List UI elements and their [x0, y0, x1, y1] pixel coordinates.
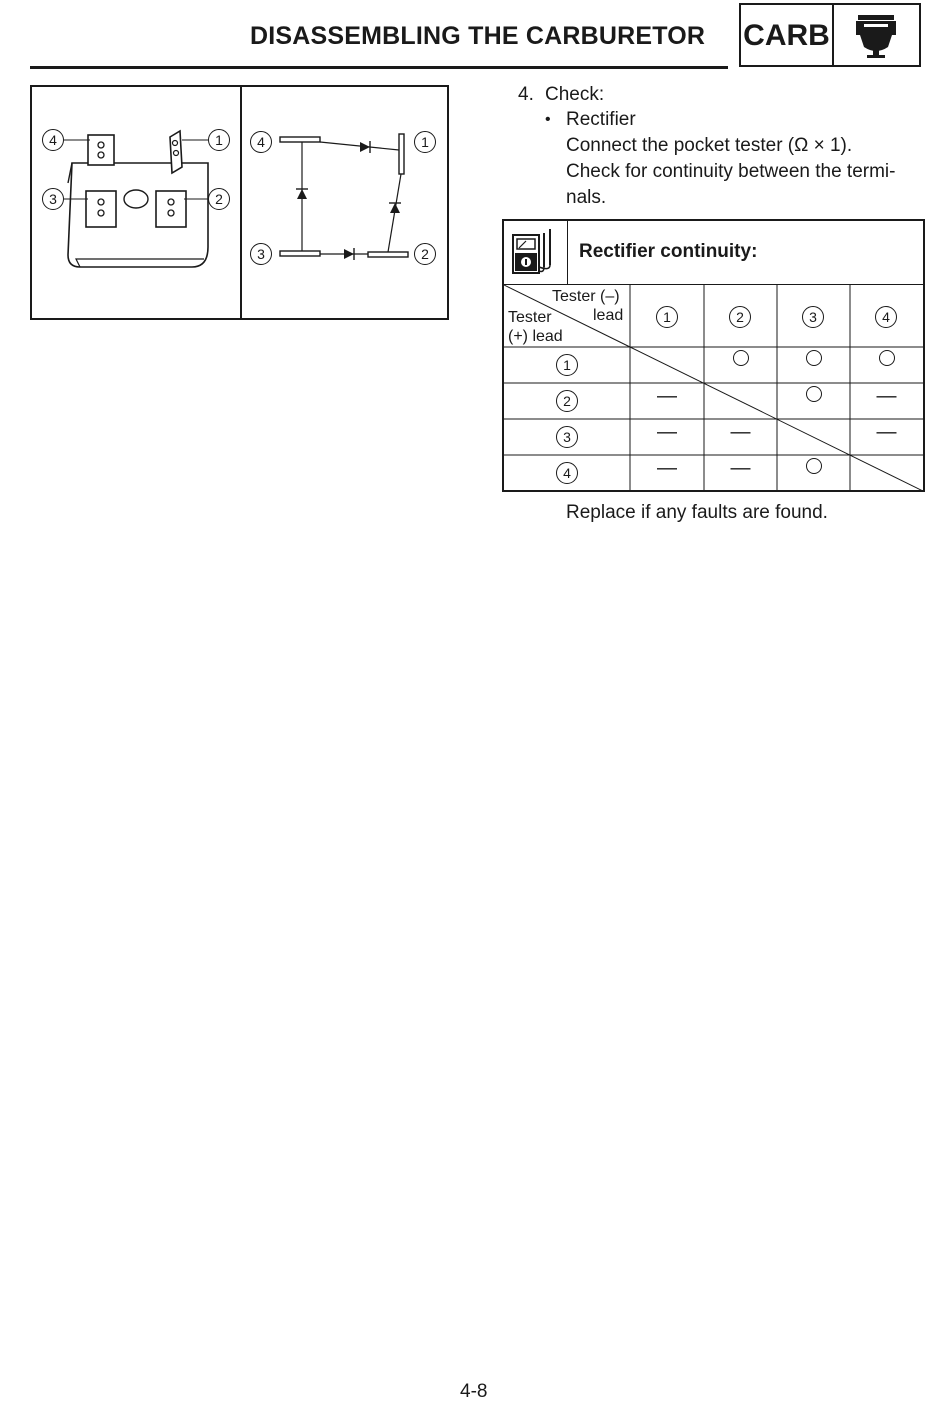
table-cell: — [657, 457, 677, 479]
step-label: Check: [545, 84, 605, 105]
callout-terminal-1: 1 [208, 129, 230, 151]
callout-terminal-2: 2 [208, 188, 230, 210]
table-cell [704, 383, 777, 419]
row-heading-tester: Tester [508, 309, 552, 326]
schematic-callout-4: 4 [250, 131, 272, 153]
rectifier-schematic [242, 87, 447, 318]
row-heading-positive-lead: (+) lead [508, 328, 563, 345]
step-number: 4. [518, 84, 534, 105]
table-cell [777, 347, 850, 383]
page-number: 4-8 [460, 1381, 488, 1402]
continuity-mark [879, 350, 895, 366]
row-header-4: 4 [556, 462, 578, 484]
row-header-1: 1 [556, 354, 578, 376]
table-cell: — [876, 385, 897, 407]
table-cell [850, 347, 923, 383]
table-cell [850, 455, 923, 491]
continuity-mark [806, 350, 822, 366]
bullet-dot: • [545, 111, 551, 128]
instruction-line: nals. [566, 187, 607, 208]
row-header-2: 2 [556, 390, 578, 412]
continuity-mark [806, 386, 822, 402]
bullet-item: Rectifier [566, 109, 636, 130]
instruction-line: Check for continuity between the termi- [566, 161, 896, 182]
spec-header [504, 221, 923, 285]
table-cell: — [730, 457, 751, 479]
section-badge [739, 3, 921, 67]
schematic-callout-3: 3 [250, 243, 272, 265]
table-cell [630, 347, 704, 383]
column-header-2: 2 [729, 306, 751, 328]
callout-terminal-4: 4 [42, 129, 64, 151]
replace-note: Replace if any faults are found. [566, 502, 828, 523]
table-cell: — [876, 421, 897, 443]
column-header-3: 3 [802, 306, 824, 328]
rectifier-illustration [32, 87, 242, 318]
spec-box [502, 219, 925, 492]
rectifier-figure [30, 85, 449, 320]
page-title: DISASSEMBLING THE CARBURETOR [250, 22, 706, 50]
table-cell: — [730, 421, 751, 443]
table-cell: — [657, 385, 677, 407]
column-header-1: 1 [656, 306, 678, 328]
column-header-4: 4 [875, 306, 897, 328]
instruction-line: Connect the pocket tester (Ω × 1). [566, 135, 853, 156]
column-heading-lead: lead [593, 307, 624, 324]
row-header-3: 3 [556, 426, 578, 448]
header-rule [30, 66, 728, 69]
callout-terminal-3: 3 [42, 188, 64, 210]
continuity-mark [806, 458, 822, 474]
section-badge-label: CARB [741, 5, 834, 65]
schematic-callout-2: 2 [414, 243, 436, 265]
table-cell [777, 383, 850, 419]
table-cell [777, 455, 850, 491]
pocket-tester-icon [504, 221, 568, 284]
spec-title: Rectifier continuity: [579, 241, 758, 262]
schematic-callout-1: 1 [414, 131, 436, 153]
table-cell [777, 419, 850, 455]
carburetor-icon [834, 5, 919, 65]
table-cell [704, 347, 777, 383]
continuity-mark [733, 350, 749, 366]
table-cell: — [657, 421, 677, 443]
instruction-text [566, 133, 926, 211]
column-heading-tester-negative: Tester (–) [552, 288, 620, 305]
